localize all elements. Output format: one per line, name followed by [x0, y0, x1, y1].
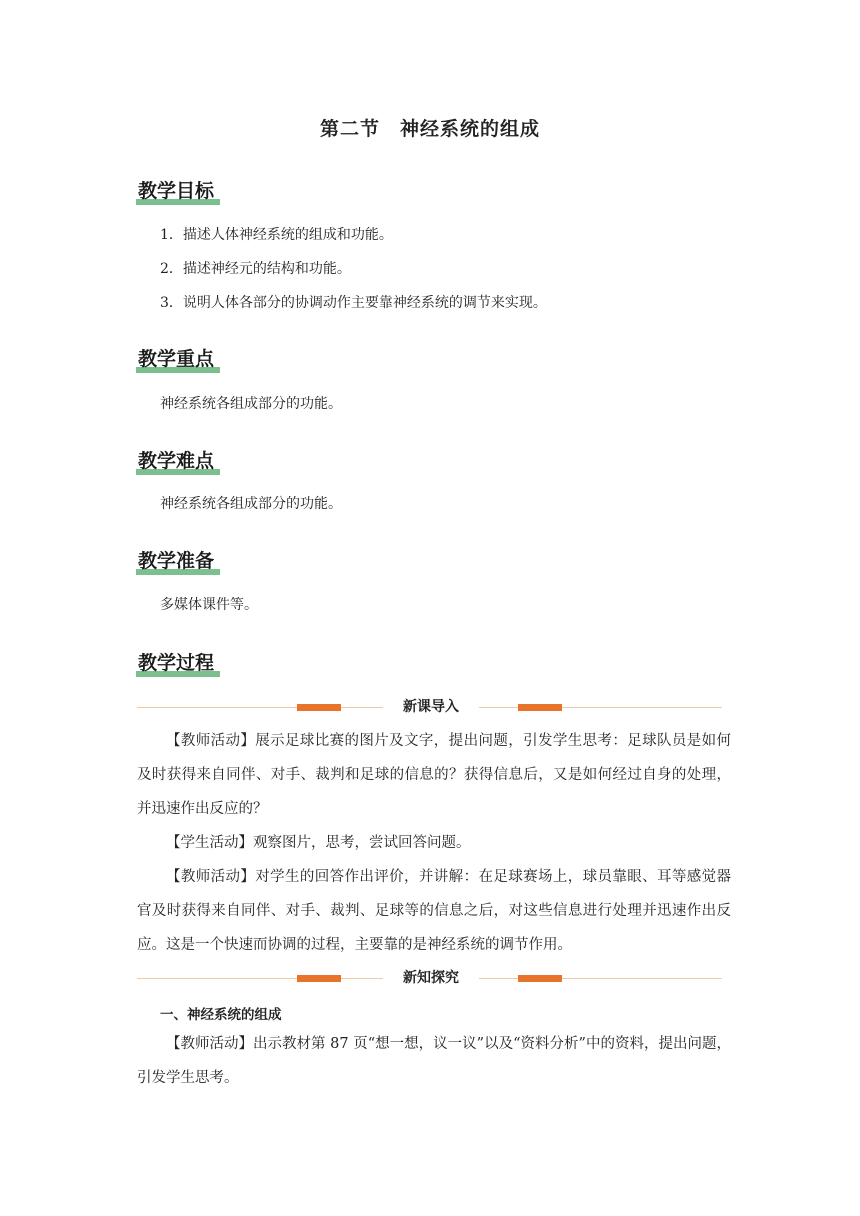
key-points-text: 神经系统各组成部分的功能。: [160, 396, 342, 412]
divider-intro: [137, 697, 722, 717]
goal-item-3: 3．说明人体各部分的协调动作主要靠神经系统的调节来实现。: [160, 295, 547, 311]
divider-label-intro: 新课导入: [383, 697, 479, 717]
intro-paragraph-3: 【教师活动】对学生的回答作出评价，并讲解：在足球赛场上，球员靠眼、耳等感觉器官及时获得来自同伴、对手、裁判、足球等的信息之后，对这些信息进行处理并迅速作出反应。这是一个快速而协调的过程，主要靠的是神经系统的调节作用。: [137, 869, 731, 953]
goal-item-2: 2．描述神经元的结构和功能。: [160, 261, 351, 277]
intro-paragraph-1: 【教师活动】展示足球比赛的图片及文字，提出问题，引发学生思考：足球队员是如何及时获得来自同伴、对手、裁判和足球的信息的？获得信息后，又是如何经过自身的处理，并迅速作出反应的？: [137, 733, 731, 817]
divider-bar-left: [297, 704, 341, 711]
section-heading-difficulties: 教学难点: [136, 446, 216, 473]
section-heading-key-points: 教学重点: [136, 344, 216, 371]
divider-bar-left: [297, 975, 341, 982]
goal-item-1: 1．描述人体神经系统的组成和功能。: [160, 227, 393, 243]
section-heading-goals: 教学目标: [136, 176, 216, 203]
subheading-nervous-system-composition: 一、神经系统的组成: [160, 1007, 282, 1023]
divider-explore: [137, 968, 722, 988]
divider-label-explore: 新知探究: [383, 968, 479, 988]
divider-bar-right: [518, 704, 562, 711]
difficulties-text: 神经系统各组成部分的功能。: [160, 496, 342, 512]
page-title: 第二节 神经系统的组成: [319, 118, 540, 140]
explore-paragraph-1: 【教师活动】出示教材第 87 页“想一想，议一议”以及“资料分析”中的资料，提出问题，引发学生思考。: [137, 1036, 731, 1086]
preparation-text: 多媒体课件等。: [160, 597, 258, 613]
divider-bar-right: [518, 975, 562, 982]
intro-paragraph-2: 【学生活动】观察图片，思考，尝试回答问题。: [166, 835, 471, 851]
section-heading-preparation: 教学准备: [136, 546, 216, 573]
section-heading-process: 教学过程: [136, 648, 216, 675]
